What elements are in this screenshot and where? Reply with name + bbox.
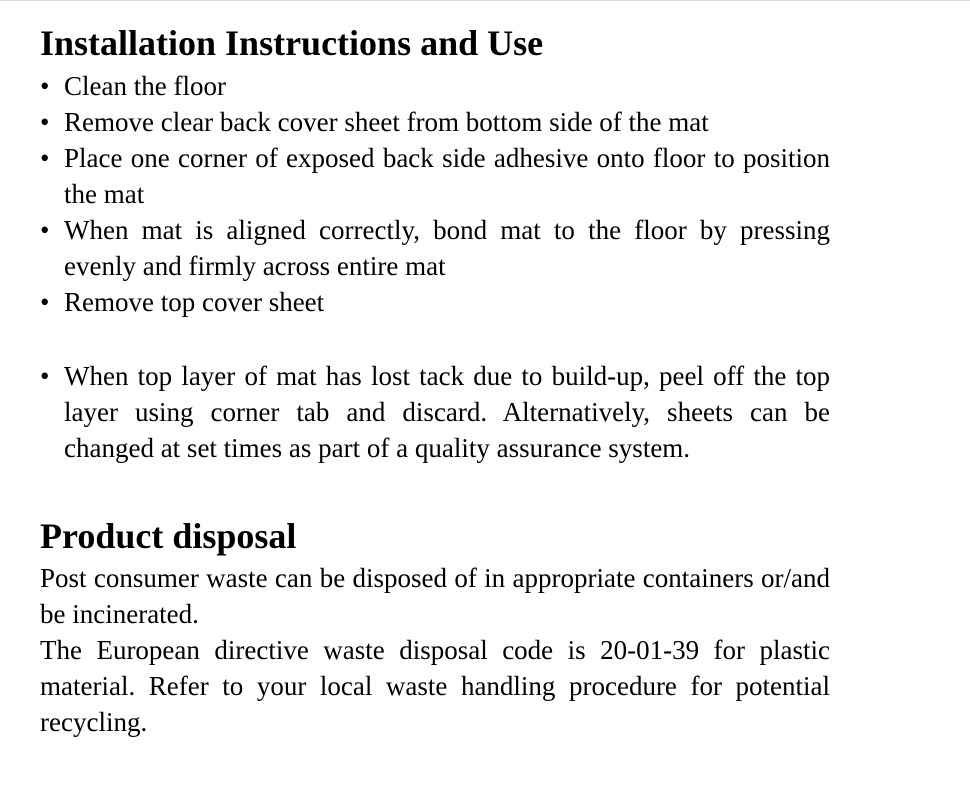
installation-steps-list — [40, 68, 830, 466]
list-item — [40, 212, 830, 284]
disposal-paragraph-2: The European directive waste disposal code is 20-01-39 for plastic material. Refer to your local waste handling procedure for potential recycling. — [40, 635, 830, 737]
installation-heading: Installation Instructions and Use — [40, 23, 544, 63]
list-item-text: When top layer of mat has lost tack due to build-up, peel off the top layer using corner tab and discard. Alternatively, sheets can be changed at set times as part of a quality assurance system. — [64, 361, 830, 463]
list-item — [40, 358, 830, 466]
document-body — [40, 18, 830, 740]
list-item — [40, 104, 830, 140]
list-item-text: Remove clear back cover sheet from bottom side of the mat — [64, 107, 709, 137]
list-item — [40, 284, 830, 320]
bullet-icon: • — [40, 143, 50, 173]
bullet-icon: • — [40, 287, 50, 317]
top-divider — [0, 0, 970, 1]
bullet-icon: • — [40, 361, 50, 391]
disposal-paragraph-1: Post consumer waste can be disposed of in appropriate containers or/and be incinerated. — [40, 563, 830, 629]
disposal-heading: Product disposal — [40, 516, 297, 556]
list-item — [40, 140, 830, 212]
list-item-text: Place one corner of exposed back side adhesive onto floor to position the mat — [64, 143, 830, 209]
list-item-text: Clean the floor — [64, 71, 226, 101]
list-item-text: Remove top cover sheet — [64, 287, 325, 317]
bullet-icon: • — [40, 215, 50, 245]
bullet-icon: • — [40, 107, 50, 137]
list-item — [40, 68, 830, 104]
bullet-icon: • — [40, 71, 50, 101]
list-item-text: When mat is aligned correctly, bond mat to the floor by pressing evenly and firmly across entire mat — [64, 215, 830, 281]
